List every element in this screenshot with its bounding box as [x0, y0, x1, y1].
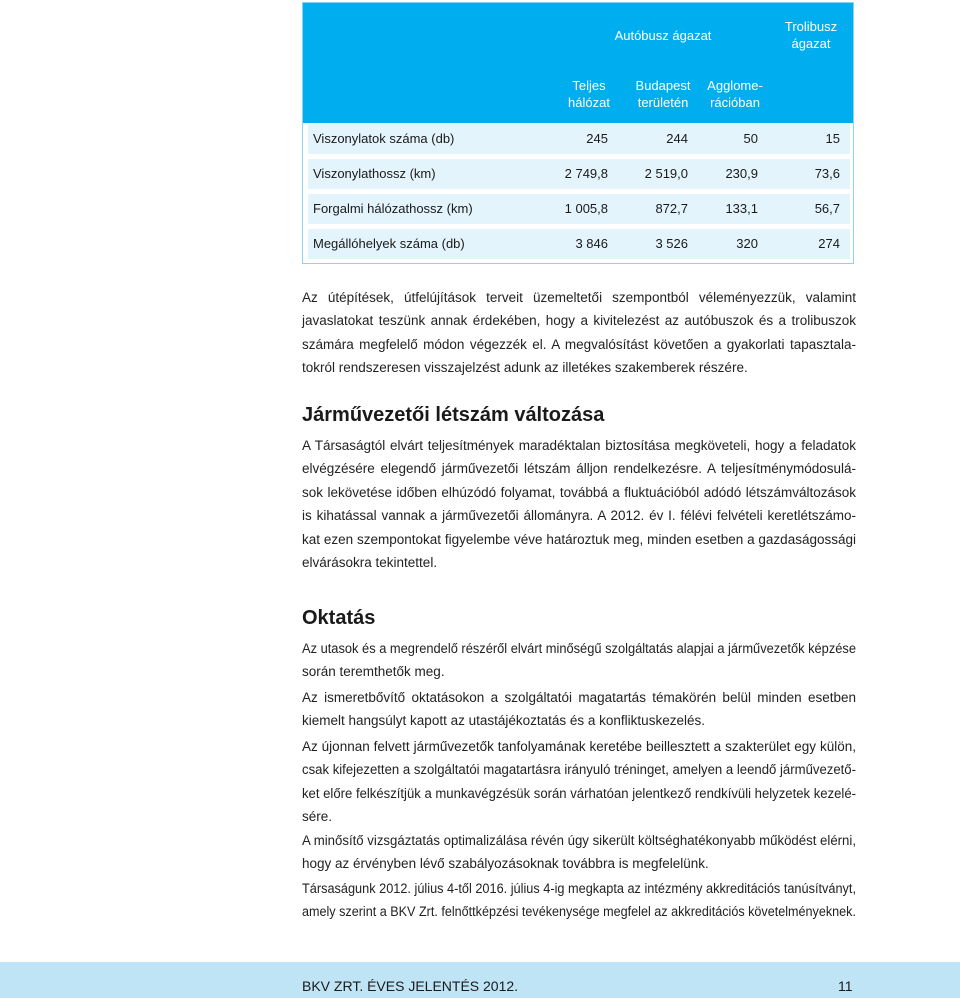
- statistics-table: [302, 2, 854, 264]
- text-line: A minősítő vizsgáztatás optimalizálása révén úgy sikerült költséghatékonyabb működést elérni,: [302, 833, 856, 848]
- header-bus-sector: Autóbusz ágazat: [614, 28, 712, 43]
- text-line: sok lekövetése időben elhúzódó folyamat, továbbá a fluktuációból adódó létszámváltozások: [302, 484, 856, 500]
- cell-trolley: 15: [825, 131, 840, 146]
- cell-total: 3 846: [575, 236, 608, 251]
- text-line: javaslatokat teszünk annak érdekében, hogy a kivitelezést az autóbuszok és a trolibuszok: [302, 313, 856, 329]
- table-header-sub: [303, 61, 853, 123]
- cell-agglomeration: 133,1: [725, 201, 758, 216]
- table-row: [308, 229, 850, 259]
- cell-agglomeration: 50: [743, 131, 758, 146]
- page-footer: [0, 962, 960, 998]
- cell-budapest: 2 519,0: [644, 166, 688, 181]
- text-line: számára megfelelő módon végezzék el. A megvalósítást követően a gyakorlati tapasztala-: [302, 336, 856, 352]
- cell-budapest: 244: [666, 131, 688, 146]
- table-row: [308, 194, 850, 224]
- text-line: tokról rendszeresen visszajelzést adunk az illetékes szakemberek részére.: [302, 360, 748, 376]
- table-row: [308, 159, 850, 189]
- text-line: is kihatással vannak a járművezetői állományra. A 2012. év I. félévi felvételi keretlétszámo-: [302, 508, 856, 524]
- page-number: 11: [838, 978, 853, 994]
- header-budapest: Budapest területén: [635, 78, 691, 110]
- text-line: Az ismeretbővítő oktatásokon a szolgáltatói magatartás témakörén belül minden esetben: [302, 690, 856, 705]
- text-line: Az útépítések, útfelújítások terveit üzemeltetői szempontból véleményezzük, valamint: [302, 290, 856, 305]
- text-line: Társaságunk 2012. július 4-től 2016. július 4-ig megkapta az intézmény akkreditációs tanúsítványt,: [302, 881, 856, 896]
- text-line: során teremthetők meg.: [302, 664, 445, 680]
- header-agglomeration: Agglome- rációban: [707, 78, 763, 110]
- cell-total: 245: [586, 131, 608, 146]
- cell-agglomeration: 320: [736, 236, 758, 251]
- text-line: hogy az érvényben lévő szabályozásoknak továbbra is megfelelünk.: [302, 856, 709, 872]
- training-paragraph-5: [302, 877, 856, 924]
- section-title-drivers: Járművezetői létszám változása: [302, 404, 605, 426]
- header-trolley-sector: Trolibusz ágazat: [784, 19, 838, 51]
- text-line: elvégzésére elegendő járművezetői létszám álljon rendelkezésre. A teljesítménymódosulá-: [302, 461, 856, 477]
- row-label: Viszonylatok száma (db): [313, 131, 455, 146]
- table-header-top: [303, 3, 853, 61]
- row-label: Forgalmi hálózathossz (km): [313, 201, 473, 216]
- footer-report-title: BKV ZRT. ÉVES JELENTÉS 2012.: [302, 978, 519, 994]
- text-line: Az utasok és a megrendelő részéről elvárt minőségű szolgáltatás alapjai a járművezetők képzése: [302, 641, 856, 656]
- table-row: [308, 124, 850, 154]
- header-total-network: Teljes hálózat: [568, 78, 610, 110]
- row-label: Megállóhelyek száma (db): [313, 236, 465, 251]
- drivers-paragraph: [302, 434, 856, 574]
- text-line: ket előre felkészítjük a munkavégzésük során várhatóan jelentkező rendkívüli helyzetek kezelé-: [302, 785, 856, 801]
- text-line: kat ezen szempontokat figyelembe véve határoztuk meg, minden esetben a gazdaságossági: [302, 531, 856, 547]
- training-paragraph-3: [302, 735, 856, 829]
- cell-total: 1 005,8: [564, 201, 608, 216]
- text-line: amely szerint a BKV Zrt. felnőttképzési tevékenysége megfelel az akkreditációs követelményeknek.: [302, 904, 856, 920]
- text-line: kiemelt hangsúlyt kapott az utastájékoztatás és a konfliktuskezelés.: [302, 713, 705, 729]
- text-line: csak kifejezetten a szolgáltatói magatartásra irányuló tréninget, amelyen a leendő járművezető-: [302, 762, 856, 778]
- text-line: A Társaságtól elvárt teljesítmények maradéktalan biztosítása megköveteli, hogy a feladatok: [302, 438, 856, 453]
- text-line: sére.: [302, 809, 333, 825]
- row-label: Viszonylathossz (km): [313, 166, 436, 181]
- cell-agglomeration: 230,9: [725, 166, 758, 181]
- training-paragraph-4: [302, 829, 856, 876]
- intro-paragraph: [302, 286, 856, 380]
- cell-budapest: 3 526: [655, 236, 688, 251]
- cell-trolley: 274: [818, 236, 840, 251]
- cell-trolley: 73,6: [814, 166, 840, 181]
- section-title-training: Oktatás: [302, 607, 376, 629]
- cell-trolley: 56,7: [814, 201, 840, 216]
- cell-budapest: 872,7: [655, 201, 688, 216]
- training-paragraph-1: [302, 637, 856, 684]
- training-paragraph-2: [302, 686, 856, 733]
- cell-total: 2 749,8: [564, 166, 608, 181]
- text-line: elvárásokra tekintettel.: [302, 555, 438, 571]
- text-line: Az újonnan felvett járművezetők tanfolyamának keretébe beillesztett a szakterület egy külön,: [302, 739, 856, 754]
